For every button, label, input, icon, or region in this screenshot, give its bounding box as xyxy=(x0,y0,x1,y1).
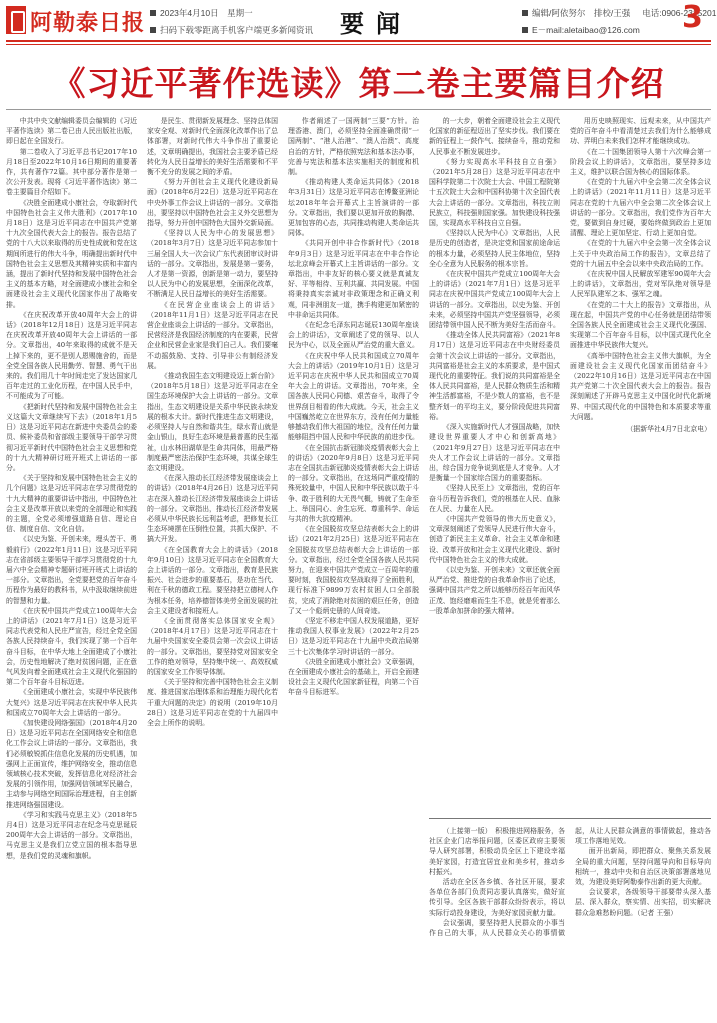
paragraph: 《坚定不移走中国人权发展道路，更好推动我国人权事业发展》（2022年2月25日）这是习近平同志在十九届中央政治局第三十七次集体学习时讲话的一部分。 xyxy=(288,616,419,656)
paragraph: 《在全国脱贫攻坚总结表彰大会上的讲话》（2021年2月25日）这是习近平同志在全国脱贫攻坚总结表彰大会上讲话的一部分。文章指出，经过全党全国各族人民共同努力，在迎来中国共产党成立一百周年的重要时刻，我国脱贫攻坚战取得了全面胜利，现行标准下9899万农村贫困人口全部脱贫，完成了消除绝对贫困的艰巨任务，创造了又一个彪炳史册的人间奇迹。 xyxy=(288,525,419,615)
paragraph: 《推动全体人民共同富裕》（2021年8月17日）这是习近平同志在中央财经委员会第十次会议上讲话的一部分。文章指出，共同富裕是社会主义的本质要求，是中国式现代化的重要特征。我们说的共同富裕是全体人民共同富裕，是人民群众物质生活和精神生活都富裕，不是少数人的富裕，也不是整齐划一的平均主义，要分阶段促进共同富裕。 xyxy=(429,331,560,421)
qr-code-icon xyxy=(150,27,156,33)
paragraph: 作者阐述了一国两制“三要”方针。治理香港、澳门，必须坚持全面准确贯彻“一国两制”、“港人治港”、“澳人治澳”、高度自治的方针，严格依照宪法和基本法办事，完善与宪法和基本法实施相关的制度和机制。 xyxy=(288,117,419,177)
logo-text: 阿勒泰日报 xyxy=(30,10,146,36)
article-column-3 xyxy=(288,116,419,1018)
paragraph: 《深入实施新时代人才强国战略，加快建设世界重要人才中心和创新高地》（2021年9月27日）这是习近平同志在中央人才工作会议上讲话的一部分。文章指出，综合国力竞争说到底是人才竞争。人才是衡量一个国家综合国力的重要指标。 xyxy=(429,423,560,483)
paragraph: 《学习和实践马克思主义》（2018年5月4日）这是习近平同志在纪念马克思诞辰200周年大会上讲话的一部分。文章指出，马克思主义是我们立党立国的根本指导思想，是我们党的灵魂和旗帜。 xyxy=(6,810,137,860)
paragraph: 《推动构建人类命运共同体》（2018年3月31日）这是习近平同志在博鳌亚洲论坛2018年年会开幕式上主旨演讲的一部分。文章指出，我们要以更加开放的胸襟、更加包容的心态，共同推动构建人类命运共同体。 xyxy=(288,178,419,238)
newspaper-logo xyxy=(6,4,146,38)
paragraph: 《关于坚持和发展中国特色社会主义的几个问题》这是习近平同志在学习贯彻党的十九大精神的重要讲话中指出，中国特色社会主义是改革开放以来党的全部理论和实践的主题，全党必须增强道路自信、理论自信、制度自信、文化自信。 xyxy=(6,474,137,534)
continued-story xyxy=(429,826,711,1018)
paragraph: 《坚持以人民为中心的发展思想》（2018年3月7日）这是习近平同志参加十三届全国人大一次会议广东代表团审议时讲话的一部分。文章指出，发展是第一要务，人才是第一资源，创新是第一动力，要坚持以人民为中心的发展思想，全面深化改革，不断满足人民日益增长的美好生活需要。 xyxy=(147,229,278,299)
section-title: 要闻 xyxy=(340,9,412,38)
paragraph: 《全面贯彻落实总体国家安全观》（2018年4月17日）这是习近平同志在十九届中央国家安全委员会第一次会议上讲话的一部分。文章指出，要坚持党对国家安全工作的绝对领导，坚持集中统一、高效权威的国家安全工作领导体制。 xyxy=(147,616,278,676)
paragraph: 《坚持以人民为中心》文章指出，人民是历史的创造者，是决定党和国家前途命运的根本力量，必须坚持人民主体地位，坚持全心全意为人民服务的根本宗旨。 xyxy=(429,229,560,268)
paragraph: 会议强调，要坚持把人民群众的小事当作自己的大事，从人民群众关心的事情做起，从让人民群众满意的事情做起，推动各项工作落地见效。 xyxy=(429,827,711,938)
bullet-icon xyxy=(522,10,528,16)
paragraph: 的一大步，朝着全面建设社会主义现代化国家的新征程迈出了坚实步伐。我们要在新的征程上一鼓作气、接续奋斗，推动党和人民事业不断发展进步。 xyxy=(429,117,560,156)
paragraph: 《在深入推动长江经济带发展座谈会上的讲话》（2018年4月26日）这是习近平同志在深入推动长江经济带发展座谈会上讲话的一部分。文章指出，推动长江经济带发展必须从中华民族长远利益考虑，把修复长江生态环境摆在压倒性位置，共抓大保护、不搞大开发。 xyxy=(147,474,278,544)
email-icon xyxy=(522,27,528,33)
masthead-rule-thin xyxy=(6,44,711,45)
paragraph: 《在党的二十大上的报告》文章指出，从现在起，中国共产党的中心任务就是团结带领全国各族人民全面建成社会主义现代化强国、实现第二个百年奋斗目标，以中国式现代化全面推进中华民族伟大复兴。 xyxy=(570,300,711,350)
email-line: E－mail:aletaibao@126.com xyxy=(522,24,640,36)
paragraph: 用历史映照现实、远观未来，从中国共产党的百年奋斗中看清楚过去我们为什么能够成功、弄明白未来我们怎样才能继续成功。 xyxy=(570,117,711,146)
paragraph: 《决胜全面建成小康社会》文章强调，在全面建成小康社会的基础上，开启全面建设社会主义现代化国家新征程，向第二个百年奋斗目标进军。 xyxy=(288,657,419,697)
article-headline: 《习近平著作选读》第二卷主要篇目介绍 xyxy=(52,64,665,103)
page-number: 3 xyxy=(682,0,703,35)
paragraph: 《在党的十九届六中全会第二次全体会议上的讲话》（2021年11月11日）这是习近平同志在党的十九届六中全会第二次全体会议上讲话的一部分。文章指出，我们党作为百年大党，要做到自身过硬，要始终做到政治上更加清醒、理论上更加坚定、行动上更加自觉。 xyxy=(570,178,711,238)
paragraph: 《在庆祝中华人民共和国成立70周年大会上的讲话》（2019年10月1日）这是习近平同志在庆祝中华人民共和国成立70周年大会上的讲话。文章指出，70年来，全国各族人民同心同德、艰苦奋斗，取得了令世界刮目相看的伟大成就。今天，社会主义中国巍然屹立在世界东方，没有任何力量能够撼动我们伟大祖国的地位，没有任何力量能够阻挡中国人民和中华民族的前进步伐。 xyxy=(288,351,419,442)
paragraph: 《在全国教育大会上的讲话》（2018年9月10日）这是习近平同志在全国教育大会上讲话的一部分。文章指出，教育是民族振兴、社会进步的重要基石，是功在当代、利在千秋的德政工程。要坚持把立德树人作为根本任务，培养德智体美劳全面发展的社会主义建设者和接班人。 xyxy=(147,545,278,615)
paragraph: 《在党的十九届六中全会第一次全体会议上关于中央政治局工作的报告》，文章总结了党的十九届五中全会以来中央政治局的工作。 xyxy=(570,239,711,268)
paragraph: 中共中央文献编辑委员会编辑的《习近平著作选读》第二卷已由人民出版社出版，即日起在全国发行。 xyxy=(6,117,137,146)
paragraph: 《关于坚持和完善中国特色社会主义制度、推进国家治理体系和治理能力现代化若干重大问题的决定》的说明（2019年10月28日）这是习近平同志在党的十九届四中全会上所作的说明。 xyxy=(147,678,278,727)
masthead-rule xyxy=(6,40,711,42)
article-column-1 xyxy=(6,116,137,1018)
article-column-2 xyxy=(147,116,278,1018)
paragraph: 《在民营企业座谈会上的讲话》（2018年11月1日）这是习近平同志在民营企业座谈会上讲话的一部分。文章指出，民营经济是我国经济制度的内在要素，民营企业和民营企业家是我们自己人。我们要毫不动摇鼓励、支持、引导非公有制经济发展。 xyxy=(147,300,278,370)
paragraph: 《以史为鉴、开创未来，埋头苦干、勇毅前行》（2022年1月11日）这是习近平同志在省部级主要领导干部学习贯彻党的十九届六中全会精神专题研讨班开班式上讲话的一部分。文章指出，全党要把党的百年奋斗历程作为最好的教科书，从中汲取继续前进的智慧和力量。 xyxy=(6,535,137,605)
story-divider xyxy=(429,818,711,819)
paragraph: 《全面建成小康社会，实现中华民族伟大复兴》这是习近平同志在庆祝中华人民共和国成立70周年大会上讲话的一部分。 xyxy=(6,688,137,717)
paragraph: 《中国共产党领导的伟大历史意义》，文章深刻阐述了党领导人民进行伟大奋斗，创造了新民主主义革命、社会主义革命和建设、改革开放和社会主义现代化建设、新时代中国特色社会主义的伟大成就。 xyxy=(429,514,560,564)
paragraph: 活动在全区各乡镇、各社区开展，要求各单位各部门负责同志要认真落实，做好宣传引导。全区各族干部群众纷纷表示，将以实际行动投身建设，为美好家园贡献力量。 xyxy=(429,878,565,917)
paragraph: 是民生、贯彻新发展理念、坚持总体国家安全观、对新时代全面深化改革作出了总体部署，对新时代伟大斗争作出了重要论述，文章明确提出，我国社会主要矛盾已经转化为人民日益增长的美好生活需要和不平衡不充分的发展之间的矛盾。 xyxy=(147,117,278,177)
paragraph: 面开出新局，即把群众、聚焦关系发展全局的重大问题，坚持问题导向和目标导向相统一，推动中央和自治区决策部署落地见效，为建设美好阿勒泰作出新的更大贡献。 xyxy=(575,847,711,887)
paragraph: 《以史为鉴、开创未来》文章还就全面从严治党、推进党的自我革命作出了论述，强调中国共产党之所以能够历经百年而风华正茂、饱经磨难而生生不息，就是凭着那么一股革命加拼命的强大精神。 xyxy=(429,565,560,615)
paragraph: 《在庆祝改革开放40周年大会上的讲话》（2018年12月18日）这是习近平同志在庆祝改革开放40周年大会上讲话的一部分。文章指出，40年来取得的成就不是天上掉下来的，更不是别人恩赐施舍的，而是全党全国各族人民用勤劳、智慧、勇气干出来的。我们用几十年时间走完了发达国家几百年走过的工业化历程，在中国人民手中，不可能成为了可能。 xyxy=(6,310,137,401)
headline-divider xyxy=(6,109,711,110)
paragraph: 《把新时代坚持和发展中国特色社会主义这篇大文章继续写下去》（2018年1月5日）这是习近平同志在新进中央委员会的委员、候补委员和省部级主要领导干部学习贯彻习近平新时代中国特色社会主义思想和党的十九大精神研讨班开班式上讲话的一部分。 xyxy=(6,402,137,472)
logo-emblem-icon xyxy=(6,6,26,34)
paragraph: 《在全国抗击新冠肺炎疫情表彰大会上的讲话》（2020年9月8日）这是习近平同志在全国抗击新冠肺炎疫情表彰大会上讲话的一部分。文章指出，在这场同严重疫情的殊死较量中，中国人民和中华民族以敢于斗争、敢于胜利的大无畏气概，铸就了生命至上、举国同心、舍生忘死、尊重科学、命运与共的伟大抗疫精神。 xyxy=(288,443,419,523)
paragraph: 《共同开创中非合作新时代》（2018年9月3日）这是习近平同志在中非合作论坛北京峰会开幕式上主旨讲话的一部分。文章指出，中非友好的核心要义就是真诚友好、平等相待、互利共赢、共同发展。中国将秉持真实亲诚对非政策理念和正确义利观，同非洲朋友一道，携手构建更加紧密的中非命运共同体。 xyxy=(288,239,419,319)
paragraph: 《在庆祝中国人民解放军建军90周年大会上的讲话》，文章指出，党对军队绝对领导是人民军队建军之本、强军之魂。 xyxy=(570,270,711,299)
paragraph: 《在纪念毛泽东同志诞辰130周年座谈会上的讲话》，文章阐述了党的领导、以人民为中心，以及全面从严治党的重大意义。 xyxy=(288,321,419,350)
source-note: （据新华社4月7日北京电） xyxy=(626,425,711,434)
paragraph: （上接第一版） 积极推进网格服务，各社区企业门店举报问题，区委区政府主要领导人研究部署，积极动员全区上下建设幸福美好家园，打造宜居宜业和美乡村，推动乡村振兴。 xyxy=(429,827,565,876)
paragraph: 《加快建设网络强国》（2018年4月20日）这是习近平同志在全国网络安全和信息化工作会议上讲话的一部分。文章指出，我们必须敏锐抓住信息化发展的历史机遇，加强网上正面宣传，维护网络安全，推动信息领域核心技术突破，发挥信息化对经济社会发展的引领作用，加强网信领域军民融合，主动参与网络空间国际治理进程，自主创新推进网络强国建设。 xyxy=(6,718,137,809)
paragraph: 《努力实现高水平科技自立自强》（2021年5月28日）这是习近平同志在中国科学院第二十次院士大会、中国工程院第十五次院士大会和中国科协第十次全国代表大会上讲话的一部分。文章指出，科技立则民族立，科技强则国家强。加快建设科技强国，实现高水平科技自立自强。 xyxy=(429,157,560,228)
paragraph: 会议要求，各级领导干部要带头深入基层、深入群众，察实情、出实招，切实解决群众急难愁盼问题。（记者 王强） xyxy=(575,888,711,917)
editor-line: 编辑/阿依努尔 排校/王强 电话:0906-2315201 xyxy=(522,7,716,19)
bullet-icon xyxy=(150,10,156,16)
paragraph: 《决胜全面建成小康社会，夺取新时代中国特色社会主义伟大胜利》（2017年10月18日）这是习近平同志在中国共产党第十九次全国代表大会上的报告。报告总结了党的十八大以来取得的历史性成就和党在这期间所进行的伟大斗争，明确提出新时代中国特色社会主义思想及其精神实质和丰富内涵，提出了新时代坚持和发展中国特色社会主义的基本方略，对全面建成小康社会和全面建设社会主义现代化国家作出了战略安排。 xyxy=(6,198,137,309)
phone-line: 电话:0906-2315201 xyxy=(642,8,717,18)
paragraph: 《高举中国特色社会主义伟大旗帜，为全面建设社会主义现代化国家而团结奋斗》（2022年10月16日）这是习近平同志在中国共产党第二十次全国代表大会上的报告。报告深刻阐述了开辟马克思主义中国化时代化新境界、中国式现代化的中国特色和本质要求等重大问题。 xyxy=(570,351,711,421)
paragraph: 《在庆祝中国共产党成立100周年大会上的讲话》（2021年7月1日）这是习近平同志代表党和人民庄严宣告，经过全党全国各族人民持续奋斗，我们实现了第一个百年奋斗目标，在中华大地上全面建成了小康社会，历史性地解决了绝对贫困问题，正在意气风发向着全面建成社会主义现代化强国的第二个百年奋斗目标迈进。 xyxy=(6,606,137,687)
app-download-line: 扫码下载零距离手机客户端更多新闻资讯 xyxy=(150,24,313,36)
masthead xyxy=(0,0,717,42)
paragraph: 《推动我国生态文明建设迈上新台阶》（2018年5月18日）这是习近平同志在全国生态环境保护大会上讲话的一部分。文章指出，生态文明建设是关系中华民族永续发展的根本大计。新时代推进生态文明建设，必须坚持人与自然和谐共生，绿水青山就是金山银山，良好生态环境是最普惠的民生福祉，山水林田湖草是生命共同体，用最严格制度最严密法治保护生态环境，共谋全球生态文明建设。 xyxy=(147,372,278,472)
paragraph: 《努力开创社会主义现代化建设新局面》（2018年6月22日）这是习近平同志在中央外事工作会议上讲话的一部分。文章指出，要坚持以中国特色社会主义外交思想为指导，努力开创中国特色大国外交新局面。 xyxy=(147,178,278,228)
paragraph: 《坚持人民至上》文章指出，党的百年奋斗历程告诉我们，党的根基在人民、血脉在人民、力量在人民。 xyxy=(429,484,560,513)
paragraph: 《在庆祝中国共产党成立100周年大会上的讲话》（2021年7月1日）这是习近平同志在庆祝中国共产党成立100周年大会上讲话的一部分。文章指出，以史为鉴、开创未来，必须坚持中国共产党坚强领导，必须团结带领中国人民不断为美好生活而奋斗。 xyxy=(429,270,560,330)
article-body xyxy=(6,116,711,1018)
issue-date: 2023年4月10日 星期一 xyxy=(150,7,253,19)
paragraph: 第二卷收入了习近平总书记2017年10月18日至2022年10月16日期间的重要著作，共有著作72篇。其中部分著作是第一次公开发表。现将《习近平著作选读》第二卷主要篇目介绍如下。 xyxy=(6,147,137,197)
paragraph: 《在二十国集团领导人第十六次峰会第一阶段会议上的讲话》，文章指出，要坚持多边主义，维护以联合国为核心的国际体系。 xyxy=(570,147,711,177)
